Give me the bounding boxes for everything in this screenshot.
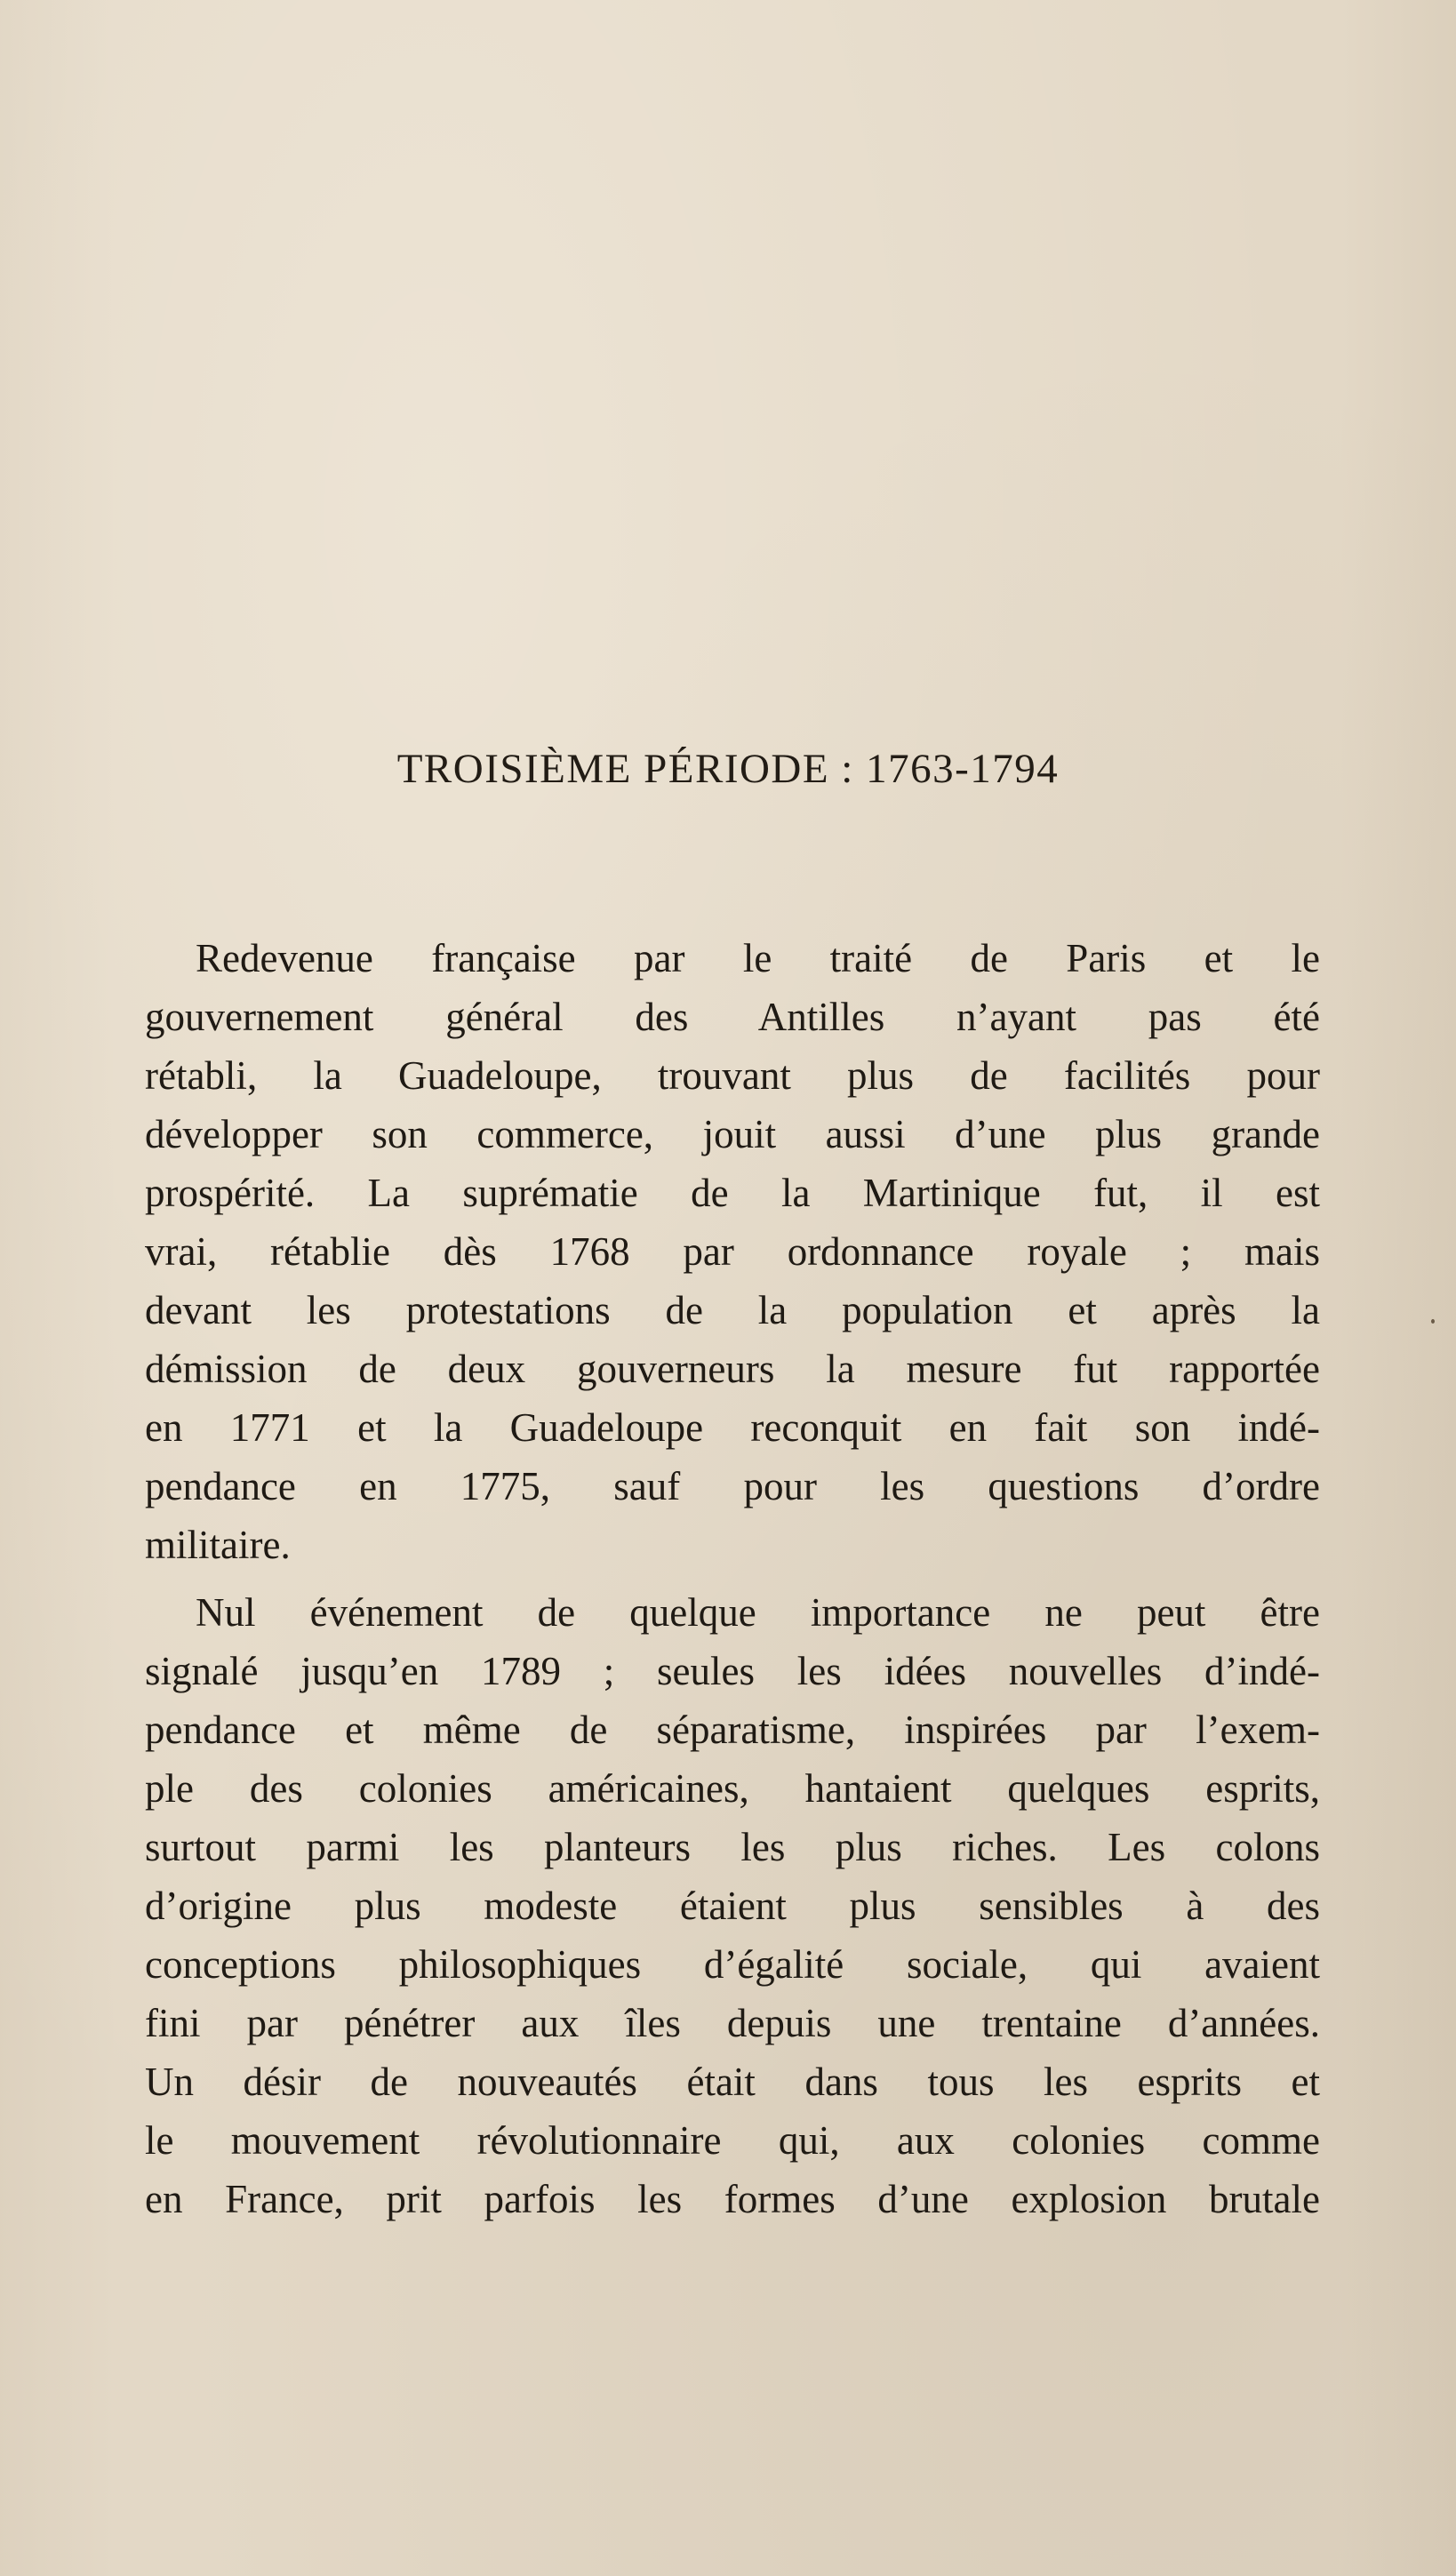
text-line: fini par pénétrer aux îles depuis une trentaine d’années. <box>145 2001 1320 2045</box>
text-line: d’origine plus modeste étaient plus sensibles à des <box>145 1884 1320 1928</box>
paragraph-gap <box>145 1574 1320 1583</box>
text-line: en France, prit parfois les formes d’une explosion brutale <box>145 2177 1320 2221</box>
text-line: conceptions philosophiques d’égalité sociale, qui avaient <box>145 1942 1320 1987</box>
text-line: signalé jusqu’en 1789 ; seules les idées nouvelles d’indé- <box>145 1649 1320 1693</box>
paragraph <box>145 1583 1320 2228</box>
text-line: Un désir de nouveautés était dans tous les esprits et <box>145 2060 1320 2104</box>
text-line: pendance en 1775, sauf pour les questions d’ordre <box>145 1464 1320 1508</box>
paragraph <box>145 929 1320 1574</box>
text-line: ple des colonies américaines, hantaient quelques esprits, <box>145 1766 1320 1811</box>
body-text <box>145 929 1320 2228</box>
text-line: gouvernement général des Antilles n’ayant pas été <box>145 995 1320 1039</box>
text-line: rétabli, la Guadeloupe, trouvant plus de facilités pour <box>145 1053 1320 1098</box>
text-line: le mouvement révolutionnaire qui, aux colonies comme <box>145 2118 1320 2163</box>
text-line: démission de deux gouverneurs la mesure fut rapportée <box>145 1347 1320 1391</box>
text-line: en 1771 et la Guadeloupe reconquit en fait son indé- <box>145 1405 1320 1450</box>
section-title: TROISIÈME PÉRIODE : 1763-1794 <box>396 746 1060 792</box>
text-line: Redevenue française par le traité de Paris et le <box>196 936 1320 980</box>
text-line: développer son commerce, jouit aussi d’une plus grande <box>145 1112 1320 1156</box>
text-line: militaire. <box>145 1523 291 1567</box>
paper-speck <box>1431 1319 1435 1324</box>
text-line: vrai, rétablie dès 1768 par ordonnance royale ; mais <box>145 1229 1320 1274</box>
text-line: Nul événement de quelque importance ne peut être <box>196 1590 1320 1635</box>
text-line: prospérité. La suprématie de la Martinique fut, il est <box>145 1171 1320 1215</box>
text-line: devant les protestations de la population et après la <box>145 1288 1320 1332</box>
text-line: surtout parmi les planteurs les plus riches. Les colons <box>145 1825 1320 1869</box>
text-line: pendance et même de séparatisme, inspirées par l’exem- <box>145 1708 1320 1752</box>
